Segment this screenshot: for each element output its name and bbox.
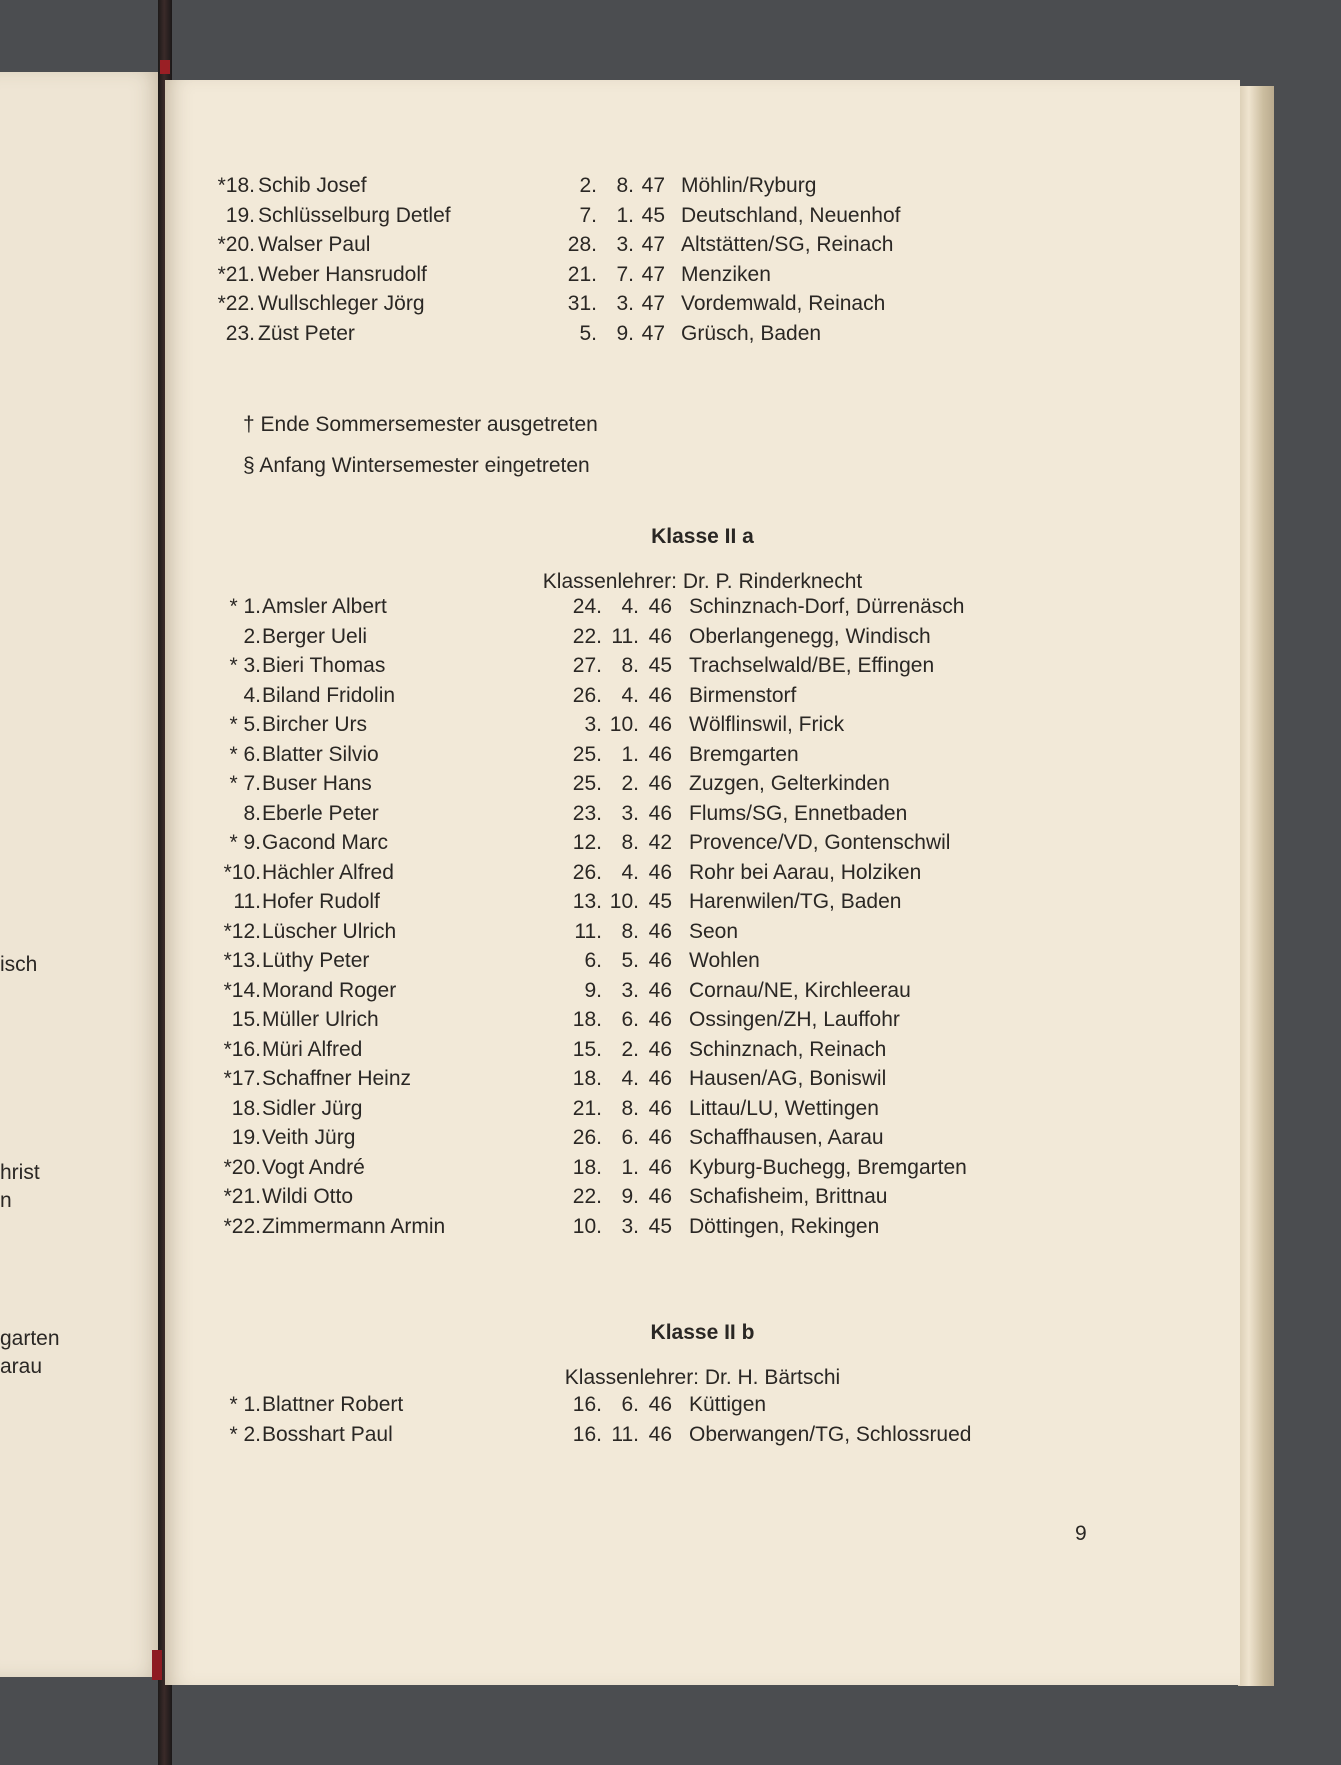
- student-name: Blatter Silvio: [262, 742, 379, 766]
- birth-day: 15.: [572, 1037, 602, 1061]
- student-place: Wohlen: [689, 949, 760, 972]
- student-place: Birmenstorf: [689, 683, 797, 707]
- birth-day: 28.: [567, 233, 597, 257]
- birth-month: 6.: [621, 1008, 639, 1031]
- student-number: *18.: [217, 174, 255, 197]
- student-number: *22.: [223, 1214, 261, 1238]
- student-place: Küttigen: [689, 1393, 767, 1416]
- birth-day: 23.: [572, 801, 602, 825]
- birth-year: 42: [648, 831, 672, 854]
- student-place: Döttingen, Rekingen: [689, 1214, 880, 1238]
- student-name: Hächler Alfred: [262, 860, 394, 884]
- student-place: Grüsch, Baden: [681, 322, 822, 345]
- student-name: Vogt André: [262, 1155, 365, 1179]
- birth-day: 10.: [572, 1214, 602, 1238]
- student-name: Müri Alfred: [262, 1037, 363, 1061]
- birth-day: 26.: [572, 860, 602, 884]
- student-place: Zuzgen, Gelterkinden: [689, 772, 890, 795]
- student-number: *10.: [223, 860, 261, 884]
- student-number: * 1.: [229, 595, 261, 618]
- birth-month: 2.: [621, 772, 639, 795]
- student-number: *21.: [223, 1185, 261, 1208]
- student-place: Littau/LU, Wettingen: [689, 1096, 879, 1120]
- birth-year: 46: [648, 772, 672, 795]
- student-place: Ossingen/ZH, Lauffohr: [689, 1008, 900, 1031]
- student-number: 8.: [243, 801, 261, 825]
- birth-year: 46: [648, 1155, 672, 1179]
- birth-month: 8.: [621, 831, 639, 854]
- student-number: * 2.: [229, 1422, 261, 1446]
- student-number: *13.: [223, 949, 261, 972]
- birth-month: 8.: [621, 654, 639, 677]
- birth-month: 1.: [621, 1155, 639, 1179]
- student-name: Gacond Marc: [262, 831, 389, 854]
- birth-year: 47: [641, 233, 665, 257]
- left-fragment: n: [0, 1189, 12, 1212]
- birth-day: 18.: [572, 1067, 602, 1090]
- birth-day: 16.: [572, 1422, 602, 1446]
- student-place: Harenwilen/TG, Baden: [689, 890, 902, 913]
- student-name: Morand Roger: [262, 978, 397, 1002]
- birth-month: 10.: [609, 890, 639, 913]
- student-number: * 5.: [229, 713, 261, 736]
- student-place: Oberwangen/TG, Schlossrued: [689, 1422, 972, 1446]
- student-name: Schib Josef: [258, 174, 367, 197]
- birth-month: 4.: [621, 1067, 639, 1090]
- class-2b-teacher: Klassenlehrer: Dr. H. Bärtschi: [564, 1366, 841, 1389]
- student-number: *22.: [217, 292, 255, 316]
- birth-year: 45: [648, 654, 672, 677]
- student-name: Schaffner Heinz: [262, 1067, 412, 1090]
- student-place: Schaffhausen, Aarau: [689, 1126, 884, 1149]
- birth-year: 46: [648, 713, 672, 736]
- student-number: *14.: [223, 978, 261, 1002]
- birth-day: 5.: [579, 322, 597, 345]
- birth-year: 46: [648, 801, 672, 825]
- birth-day: 25.: [572, 772, 602, 795]
- birth-day: 6.: [584, 949, 602, 972]
- birth-month: 1.: [621, 742, 639, 766]
- student-name: Berger Ueli: [262, 624, 368, 648]
- student-name: Schlüsselburg Detlef: [258, 203, 451, 227]
- birth-month: 5.: [621, 949, 639, 972]
- student-name: Züst Peter: [258, 322, 355, 345]
- birth-year: 46: [648, 1126, 672, 1149]
- birth-month: 3.: [621, 801, 639, 825]
- student-name: Amsler Albert: [262, 595, 387, 618]
- student-place: Wölflinswil, Frick: [689, 713, 845, 736]
- birth-year: 46: [648, 1393, 672, 1416]
- student-number: 15.: [231, 1008, 261, 1031]
- student-number: *20.: [223, 1155, 261, 1179]
- birth-month: 3.: [616, 292, 634, 316]
- student-number: * 6.: [229, 742, 261, 766]
- student-place: Möhlin/Ryburg: [681, 174, 817, 197]
- birth-day: 2.: [579, 174, 597, 197]
- student-name: Bosshart Paul: [262, 1422, 393, 1446]
- birth-month: 1.: [616, 203, 634, 227]
- student-number: 23.: [225, 322, 255, 345]
- birth-year: 46: [648, 624, 672, 648]
- left-fragment: isch: [0, 953, 38, 976]
- student-number: *17.: [223, 1067, 261, 1090]
- student-name: Lüthy Peter: [262, 949, 370, 972]
- student-name: Bieri Thomas: [262, 654, 386, 677]
- birth-month: 10.: [609, 713, 639, 736]
- birth-month: 11.: [611, 1422, 639, 1446]
- birth-year: 46: [648, 1037, 672, 1061]
- student-place: Cornau/NE, Kirchleerau: [689, 978, 911, 1002]
- birth-year: 45: [648, 1214, 672, 1238]
- birth-day: 26.: [572, 1126, 602, 1149]
- class-2a-teacher: Klassenlehrer: Dr. P. Rinderknecht: [542, 570, 863, 593]
- birth-day: 25.: [572, 742, 602, 766]
- birth-month: 8.: [621, 919, 639, 943]
- birth-day: 3.: [584, 713, 602, 736]
- student-name: Biland Fridolin: [262, 683, 396, 707]
- birth-year: 46: [648, 742, 672, 766]
- student-name: Walser Paul: [258, 233, 371, 257]
- birth-year: 46: [648, 1008, 672, 1031]
- birth-year: 46: [648, 1067, 672, 1090]
- birth-day: 16.: [572, 1393, 602, 1416]
- student-name: Lüscher Ulrich: [262, 919, 397, 943]
- student-name: Zimmermann Armin: [262, 1214, 446, 1238]
- birth-day: 24.: [572, 595, 602, 618]
- student-number: * 1.: [229, 1393, 261, 1416]
- birth-month: 3.: [621, 978, 639, 1002]
- birth-day: 12.: [572, 831, 602, 854]
- student-place: Bremgarten: [689, 742, 799, 766]
- left-fragment: arau: [0, 1355, 43, 1378]
- student-name: Weber Hansrudolf: [258, 262, 427, 286]
- student-number: *12.: [223, 919, 261, 943]
- student-place: Rohr bei Aarau, Holziken: [689, 860, 922, 884]
- student-place: Flums/SG, Ennetbaden: [689, 801, 908, 825]
- birth-year: 46: [648, 949, 672, 972]
- birth-year: 46: [648, 1422, 672, 1446]
- birth-month: 9.: [616, 322, 634, 345]
- left-fragment: garten: [0, 1327, 60, 1350]
- birth-year: 46: [648, 1185, 672, 1208]
- student-place: Menziken: [681, 262, 771, 286]
- page-edge: [1238, 86, 1274, 1686]
- birth-day: 26.: [572, 683, 602, 707]
- student-number: 19.: [225, 203, 255, 227]
- student-name: Eberle Peter: [262, 801, 379, 825]
- student-number: *21.: [217, 262, 255, 286]
- student-place: Kyburg-Buchegg, Bremgarten: [689, 1155, 967, 1179]
- student-place: Trachselwald/BE, Effingen: [689, 654, 935, 677]
- birth-day: 13.: [572, 890, 602, 913]
- student-number: * 7.: [229, 772, 261, 795]
- student-number: *16.: [223, 1037, 261, 1061]
- birth-month: 2.: [621, 1037, 639, 1061]
- student-name: Bircher Urs: [262, 713, 368, 736]
- student-number: 11.: [233, 890, 261, 913]
- student-name: Veith Jürg: [262, 1126, 356, 1149]
- birth-year: 46: [648, 919, 672, 943]
- student-number: 18.: [231, 1096, 261, 1120]
- birth-year: 46: [648, 860, 672, 884]
- birth-year: 46: [648, 595, 672, 618]
- student-name: Hofer Rudolf: [262, 890, 380, 913]
- birth-day: 27.: [572, 654, 602, 677]
- class-2a-title: Klasse II a: [651, 525, 754, 548]
- student-name: Blattner Robert: [262, 1393, 404, 1416]
- page-number: 9: [1075, 1522, 1087, 1545]
- student-place: Schinznach, Reinach: [689, 1037, 887, 1061]
- student-number: * 3.: [229, 654, 261, 677]
- birth-day: 18.: [572, 1008, 602, 1031]
- birth-month: 3.: [616, 233, 634, 257]
- birth-day: 11.: [574, 919, 602, 943]
- birth-month: 9.: [621, 1185, 639, 1208]
- left-page: [0, 72, 165, 1677]
- birth-day: 21.: [572, 1096, 602, 1120]
- class-2b-title: Klasse II b: [650, 1321, 755, 1344]
- student-number: 19.: [231, 1126, 261, 1149]
- student-name: Wildi Otto: [262, 1185, 354, 1208]
- student-name: Müller Ulrich: [262, 1008, 379, 1031]
- birth-month: 7.: [616, 262, 634, 286]
- student-name: Wullschleger Jörg: [258, 292, 425, 316]
- birth-year: 46: [648, 978, 672, 1002]
- spine-binding-bottom: [152, 1650, 162, 1680]
- student-place: Vordemwald, Reinach: [681, 292, 886, 316]
- birth-year: 47: [641, 174, 665, 197]
- student-number: 2.: [243, 624, 261, 648]
- birth-year: 47: [641, 292, 665, 316]
- note-section: § Anfang Wintersemester eingetreten: [243, 454, 590, 477]
- birth-day: 31.: [567, 292, 597, 316]
- birth-month: 6.: [621, 1126, 639, 1149]
- student-place: Schafisheim, Brittnau: [689, 1185, 888, 1208]
- birth-year: 45: [641, 203, 665, 227]
- student-place: Hausen/AG, Boniswil: [689, 1067, 887, 1090]
- student-name: Buser Hans: [262, 772, 372, 795]
- student-number: *20.: [217, 233, 255, 257]
- birth-day: 7.: [579, 203, 597, 227]
- student-place: Seon: [689, 919, 739, 943]
- right-page: [165, 80, 1240, 1685]
- student-number: 4.: [243, 683, 261, 707]
- birth-year: 45: [648, 890, 672, 913]
- note-dagger: † Ende Sommersemester ausgetreten: [243, 413, 598, 436]
- spine-binding-top: [160, 60, 170, 74]
- student-place: Oberlangenegg, Windisch: [689, 624, 931, 648]
- birth-month: 8.: [616, 174, 634, 197]
- birth-month: 11.: [611, 624, 639, 648]
- birth-day: 9.: [584, 978, 602, 1002]
- birth-year: 46: [648, 683, 672, 707]
- birth-day: 22.: [572, 1185, 602, 1208]
- birth-month: 3.: [621, 1214, 639, 1238]
- birth-year: 46: [648, 1096, 672, 1120]
- birth-month: 4.: [621, 683, 639, 707]
- student-name: Sidler Jürg: [262, 1096, 363, 1120]
- birth-month: 8.: [621, 1096, 639, 1120]
- left-fragment: hrist: [0, 1161, 40, 1184]
- birth-month: 4.: [621, 860, 639, 884]
- birth-month: 4.: [621, 595, 639, 618]
- student-place: Deutschland, Neuenhof: [681, 203, 901, 227]
- student-place: Altstätten/SG, Reinach: [681, 233, 894, 257]
- birth-year: 47: [641, 262, 665, 286]
- birth-day: 21.: [567, 262, 597, 286]
- student-place: Schinznach-Dorf, Dürrenäsch: [689, 595, 965, 618]
- birth-year: 47: [641, 322, 665, 345]
- birth-month: 6.: [621, 1393, 639, 1416]
- birth-day: 22.: [572, 624, 602, 648]
- student-number: * 9.: [229, 831, 261, 854]
- birth-day: 18.: [572, 1155, 602, 1179]
- student-place: Provence/VD, Gontenschwil: [689, 831, 951, 854]
